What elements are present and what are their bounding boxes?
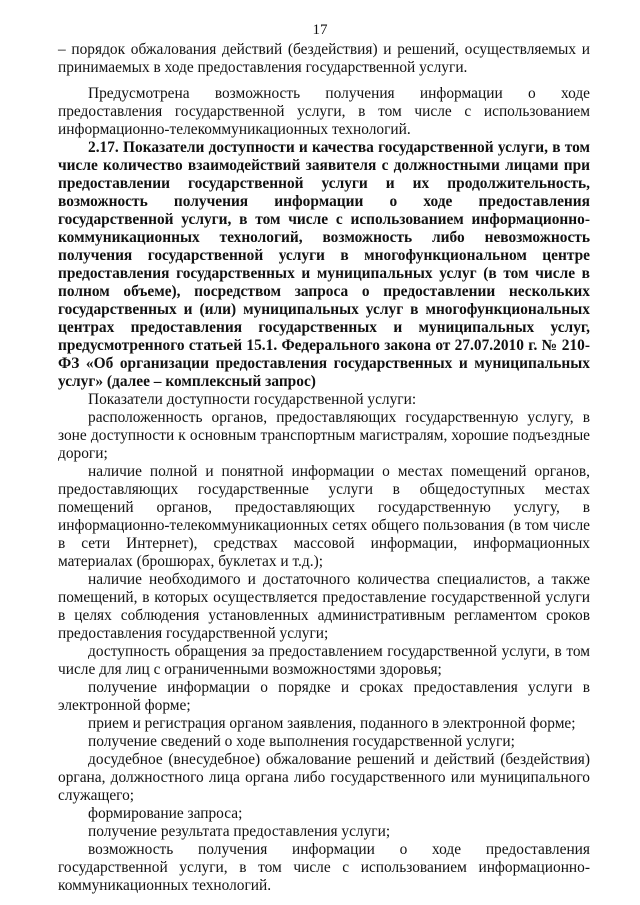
- list-item: наличие необходимого и достаточного количества специалистов, а также помещений, в которых осуществляется предоставление государственной услуги в целях соблюдения установленных административным регламентом сроков предоставления государственной услуги;: [58, 571, 590, 642]
- list-item: наличие полной и понятной информации о местах помещений органов, предоставляющих государственные услуги в общедоступных местах помещений органов, предоставляющих государственную услугу, в информационно-телекоммуникационных сетях общего пользования (в том числе в сети Интернет), средствах массовой информации, информационных материалах (брошюрах, буклетах и т.д.);: [58, 463, 590, 570]
- section-heading-2-17: 2.17. Показатели доступности и качества государственной услуги, в том числе количество взаимодействий заявителя с должностными лицами при предоставлении государственной услуги и их продолжительность, возможность получения информации о ходе предоставления государственной услуги, в том числе с использованием информационно-коммуникационных технологий, возможность либо невозможность получения государственной услуги в многофункциональном центре предоставления государственных и муниципальных услуг (в том числе в полном объеме), посредством запроса о предоставлении нескольких государственных и (или) муниципальных услуг в многофункциональных центрах предоставления государственных и муниципальных услуг, предусмотренного статьей 15.1. Федерального закона от 27.07.2010 г. № 210-ФЗ «Об организации предоставления государственных и муниципальных услуг» (далее – комплексный запрос): [58, 139, 590, 390]
- list-item: доступность обращения за предоставлением государственной услуги, в том числе для лиц с ограниченными возможностями здоровья;: [58, 643, 590, 678]
- list-item: досудебное (внесудебное) обжалование решений и действий (бездействия) органа, должностного лица органа либо государственного или муниципального служащего;: [58, 751, 590, 804]
- list-item: расположенность органов, предоставляющих государственную услугу, в зоне доступности к основным транспортным магистралям, хорошие подъездные дороги;: [58, 409, 590, 462]
- list-item: формирование запроса;: [88, 805, 243, 822]
- paragraph-info-possibility: Предусмотрена возможность получения информации о ходе предоставления государственной услуги, в том числе с использованием информационно-телекоммуникационных технологий.: [58, 85, 590, 138]
- paragraph-appeal-procedure: – порядок обжалования действий (бездействия) и решений, осуществляемых и принимаемых в ходе предоставления государственной услуги.: [58, 41, 590, 76]
- list-item: возможность получения информации о ходе предоставления государственной услуги, в том числе с использованием информационно-коммуникационных технологий.: [58, 841, 590, 894]
- document-body: [58, 41, 590, 895]
- list-item: прием и регистрация органом заявления, поданного в электронной форме;: [88, 715, 576, 732]
- page-number: 17: [312, 22, 328, 38]
- list-item: получение информации о порядке и сроках предоставления услуги в электронной форме;: [58, 679, 590, 714]
- paragraph-indicators-intro: Показатели доступности государственной услуги:: [88, 391, 417, 408]
- list-item: получение сведений о ходе выполнения государственной услуги;: [88, 733, 515, 750]
- list-item: получение результата предоставления услуги;: [88, 823, 391, 840]
